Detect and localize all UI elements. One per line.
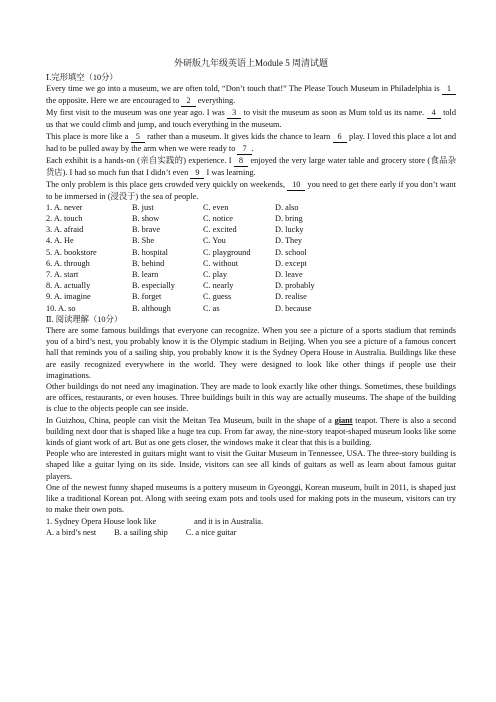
option-cell: 6. A. through [46,258,90,268]
reading-paragraph [46,325,456,381]
passage-text: everything. [195,96,236,106]
option-row [46,291,456,302]
option-cell: 2. A. touch [46,214,83,224]
option-cell: B. just [132,202,154,212]
option-cell: 9. A. imagine [46,292,91,302]
option-cell: 8. A. actually [46,281,91,291]
option-cell: B. She [132,236,155,246]
underlined-word: giant [334,415,353,425]
answer-blank: 1 [442,84,456,95]
option-row [46,269,456,280]
passage-text: Other buildings do not need any imagination. They are made to look exactly like other things. Sometimes, these buildings are offices, restaurants, or even houses. Three buildings built in this way are actually museums. The shape of the building is clue to the objects people can see inside. [46,382,456,414]
option-cell: B. especially [132,281,175,291]
option-row [46,202,456,213]
passage-text: . [251,143,254,153]
option-row [46,235,456,246]
cloze-paragraph [46,179,456,202]
option-cell: D. bring [275,214,303,224]
option-cell: 1. A. never [46,202,83,212]
option-cell: B. forget [132,292,162,302]
passage-text: I was learning. [204,167,256,177]
option-cell: D. also [275,202,299,212]
option-cell: D. except [275,258,307,268]
answer-blank: 9 [190,168,204,179]
passage-text: told us that we could climb and jump, and touch everything in the museum. [46,108,457,130]
option-row [46,280,456,291]
option-cell: D. probably [275,281,315,291]
question-1 [46,516,456,527]
option-cell: D. because [275,303,312,313]
answer-blank: 3 [227,108,241,119]
answer-blank: 8 [234,156,248,167]
option-cell: C. as [203,303,220,313]
option-cell: C. nearly [203,281,234,291]
cloze-options-table [46,202,456,314]
question-option: C. a nice guitar [185,527,237,537]
option-row [46,213,456,224]
question-1-stem: 1. Sydney Opera House look like [46,516,157,526]
reading-paragraph [46,482,456,516]
option-cell: C. notice [203,214,233,224]
option-cell: C. playground [203,247,251,257]
passage-text: Each exhibit is a hands-on (亲自实践的) experience. I [46,155,234,165]
option-cell: C. excited [203,225,237,235]
option-cell: B. learn [132,270,159,280]
option-cell: D. They [275,236,303,246]
option-cell: C. without [203,258,239,268]
option-cell: B. brave [132,225,161,235]
option-cell: C. You [203,236,226,246]
option-cell: C. even [203,202,229,212]
cloze-paragraph [46,155,456,179]
section-heading-cloze: Ⅰ.完形填空（10分） [46,73,118,83]
passage-text: This place is more like a [46,131,131,141]
option-cell: 4. A. He [46,236,74,246]
option-row [46,247,456,258]
option-cell: C. guess [203,292,232,302]
reading-paragraph [46,415,456,449]
passage-text: teapot. There is also a second building next door that is shaped like a huge tea cup. From far away, the nine-story teapot-shaped museum looks like some kinds of giant work of art. But as one gets closer, the windows make it clear that this is a building. [46,415,456,448]
cloze-paragraph [46,83,456,107]
cloze-passage [46,83,456,201]
passage-text: The only problem is this place gets crowded very quickly on weekends, [46,179,288,189]
question-1-stem-end: and it is in Australia. [194,516,264,526]
section-heading-reading: Ⅱ. 阅读理解（10分） [46,314,123,324]
answer-blank: 5 [131,132,145,143]
passage-text: to visit the museum as soon as Mum told us its name. [241,108,427,118]
answer-blank: 7 [237,144,251,155]
passage-text: you need to get there early if you don’t want to be immersed in (浸没于) the sea of people. [46,179,456,201]
option-cell: C. play [203,270,227,280]
reading-paragraph [46,381,456,415]
passage-text: My first visit to the museum was one year ago. I was [46,108,228,118]
answer-blank: 2 [181,96,195,107]
option-row [46,303,456,314]
option-cell: D. school [275,247,307,257]
answer-blank: 6 [333,132,347,143]
question-1-options [46,527,456,538]
question-option: A. a bird’s nest [46,527,97,537]
option-cell: 3. A. afraid [46,225,84,235]
option-cell: 10. A. so [46,303,76,313]
page-title: 外研版九年级英语上Module 5 周清试题 [174,58,328,68]
reading-paragraph [46,448,456,482]
option-cell: B. although [132,303,171,313]
cloze-paragraph [46,131,456,155]
option-cell: 5. A. bookstore [46,247,97,257]
passage-text: There are some famous buildings that everyone can recognize. When you see a picture of a sports stadium that reminds you of a bird’s nest, you probably know it is the Olympic stadium in Beijing. When you see a picture of a famous concert hall that reminds you of a sailing ship, you probably know it is the Sydney Opera House in Australia. Buildings like these are easily recognized everywhere in the world. They were designed to look like other things if people use their imaginations. [46,326,456,380]
option-cell: 7. A. start [46,270,79,280]
passage-text: rather than a museum. It gives kids the chance to learn [144,131,333,141]
option-cell: D. realise [275,292,307,302]
answer-blank: 10 [287,180,305,191]
option-cell: B. behind [132,258,165,268]
passage-text: Every time we go into a museum, we are often told, “Don’t touch that!” The Please Touch Museum in Philadelphia is [46,84,442,94]
passage-text: People who are interested in guitars might want to visit the Guitar Museum in Tennessee, USA. The three-story building is shaped like a guitar lying on its side. Inside, visitors can see all kinds of guitars as well as learn about famous guitar players. [46,449,456,481]
passage-text: the opposite. Here we are encouraged to [46,96,182,106]
option-cell: D. lucky [275,225,304,235]
option-row [46,258,456,269]
option-cell: B. hospital [132,247,168,257]
cloze-paragraph [46,107,456,130]
option-cell: D. leave [275,270,303,280]
answer-blank: 4 [427,108,441,119]
passage-text: In Guizhou, China, people can visit the Meitan Tea Museum, built in the shape of a [46,415,335,425]
passage-text: enjoyed the very large water table and grocery store (食品杂货店). I had so much fun that I didn’t even [46,155,456,177]
passage-text: play. I loved this place a lot and had to be pulled away by the arm when we were ready to [46,131,456,153]
question-option: B. a sailing ship [114,527,168,537]
option-cell: B. show [132,214,160,224]
reading-passage [46,325,456,515]
passage-text: One of the newest funny shaped museums is a pottery museum in Gyeonggi, Korean museum, built in 2011, is shaped just like a traditional Korean pot. Along with seeing exam pots and tools used for making pots in the museum, visitors can try to make their own pots. [46,482,456,515]
option-row [46,224,456,235]
